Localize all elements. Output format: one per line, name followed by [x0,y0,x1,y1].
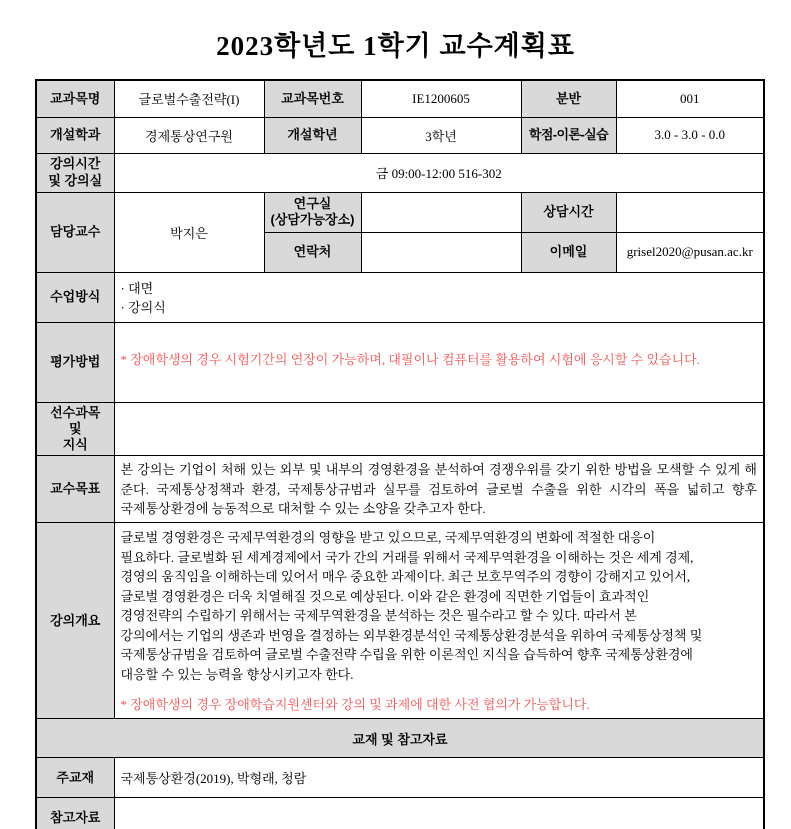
method-label: 수업방식 [36,272,114,322]
grade-year-label: 개설학년 [264,117,361,153]
row-course-name [36,80,764,117]
objective-value: 본 강의는 기업이 처해 있는 외부 및 내부의 경영환경을 분석하여 경쟁우위를 갖기 위한 방법을 모색할 수 있게 해 준다. 국제통상정책과 환경, 국제통상규범과 실무를 검토하여 글로벌 수출을 위한 시각의 폭을 넓히고 향후 국제통상환경에 능동적으로 대처할 수 있는 소양을 갖추고자 한다. [114,456,764,523]
office-label: 연구실 (상담가능장소) [264,192,361,232]
course-code-label: 교과목번호 [264,80,361,117]
credit-value: 3.0 - 3.0 - 0.0 [616,117,764,153]
row-schedule [36,153,764,192]
department-value: 경제통상연구원 [114,117,264,153]
grade-year-value: 3학년 [361,117,521,153]
course-section-label: 분반 [521,80,616,117]
row-method [36,272,764,322]
course-section-value: 001 [616,80,764,117]
method-value: · 대면 · 강의식 [114,272,764,322]
schedule-value: 금 09:00-12:00 516-302 [114,153,764,192]
prerequisite-value [114,402,764,456]
counseling-time-label: 상담시간 [521,192,616,232]
syllabus-table [35,79,765,829]
counseling-time-value [616,192,764,232]
instructor-name: 박지은 [114,192,264,272]
phone-value [361,232,521,272]
evaluation-label: 평가방법 [36,322,114,402]
phone-label: 연락처 [264,232,361,272]
department-label: 개설학과 [36,117,114,153]
row-overview [36,523,764,719]
reference-value [114,798,764,829]
overview-disability-note: * 장애학생의 경우 장애학습지원센터와 강의 및 과제에 대한 사전 협의가 가능합니다. [120,697,590,713]
overview-text: 글로벌 경영환경은 국제무역환경의 영향을 받고 있으므로, 국제무역환경의 변화에 적절한 대응이 필요하다. 글로벌화 된 세계경제에서 국가 간의 거래를 위해서 국제무역환경을 이해하는 것은 세계 경제, 경영의 움직임을 이해하는데 있어서 매우 중요한 과제이다. 최근 보호무역주의 경향이 강해지고 있어서, 글로벌 경영환경은 더욱 치열해질 것으로 예상된다. 이와 같은 환경에 직면한 기업들이 효과적인 경영전략의 수립하기 위해서는 국제무역환경을 분석하는 것은 필수라고 할 수 있다. 따라서 본 강의에서는 기업의 생존과 번영을 결정하는 외부환경분석인 국제통상환경분석을 위하여 국제통상정책 및 국제통상규범을 검토하여 글로벌 수출전략 수립을 위한 이론적인 지식을 습득하여 향후 국제통상환경에 대응할 수 있는 능력을 향상시키고자 한다. [120,530,703,682]
evaluation-cell [114,322,764,402]
textbook-value: 국제통상환경(2019), 박형래, 청람 [114,758,764,798]
page-title: 2023학년도 1학기 교수계획표 [216,31,575,61]
row-textbook [36,758,764,798]
row-instructor-1 [36,192,764,232]
course-name-value: 글로벌수출전략(I) [114,80,264,117]
row-materials-header [36,719,764,758]
row-evaluation [36,322,764,402]
materials-header: 교재 및 참고자료 [36,719,764,758]
reference-label: 참고자료 [36,798,114,829]
course-name-label: 교과목명 [36,80,114,117]
prerequisite-label: 선수과목 및 지식 [36,402,114,456]
credit-label: 학점-이론-실습 [521,117,616,153]
row-department [36,117,764,153]
instructor-label: 담당교수 [36,192,114,272]
email-label: 이메일 [521,232,616,272]
course-code-value: IE1200605 [361,80,521,117]
email-value: grisel2020@pusan.ac.kr [616,232,764,272]
office-value [361,192,521,232]
row-objective [36,456,764,523]
schedule-label: 강의시간 및 강의실 [36,153,114,192]
row-prerequisite [36,402,764,456]
textbook-label: 주교재 [36,758,114,798]
objective-label: 교수목표 [36,456,114,523]
overview-label: 강의개요 [36,523,114,719]
overview-cell [114,523,764,719]
row-reference [36,798,764,829]
evaluation-disability-note: * 장애학생의 경우 시험기간의 연장이 가능하며, 대필이나 컴퓨터를 활용하여 시험에 응시할 수 있습니다. [120,352,700,368]
